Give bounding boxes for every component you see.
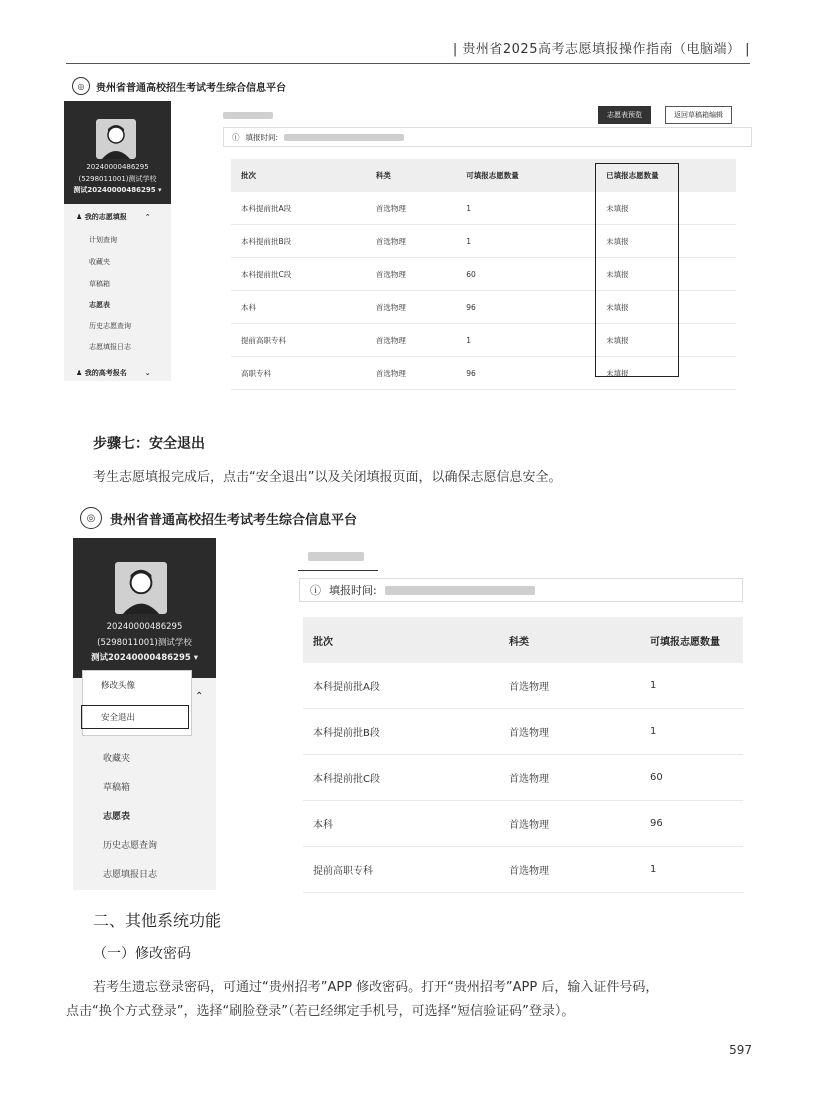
info-icon: ⓘ: [232, 132, 240, 142]
info-icon: ⓘ: [310, 584, 321, 597]
chevron-down-icon: ⌄: [144, 369, 151, 377]
table-row: [303, 801, 743, 847]
col-subject: 科类: [499, 617, 640, 663]
header-bar-right: |: [740, 42, 750, 57]
user-icon: ♟: [76, 369, 85, 377]
header-bar-left: |: [452, 42, 463, 57]
menu-footer-label: 我的高考报名: [84, 369, 127, 377]
col-batch: 批次: [231, 159, 366, 192]
sidebar-item-log[interactable]: 志愿填报日志: [89, 343, 131, 351]
sidebar-item-history[interactable]: 历史志愿查询: [89, 322, 131, 330]
chevron-up-icon: ⌃: [144, 213, 151, 221]
platform-title-1: 贵州省普通高校招生考试考生综合信息平台: [96, 82, 286, 94]
sidebar-menu: [64, 204, 171, 381]
cell: 本科: [231, 291, 366, 324]
table-row: [303, 663, 743, 709]
cell: 96: [456, 357, 596, 390]
sidebar-item-drafts[interactable]: 草稿箱: [103, 783, 131, 793]
user-name-dropdown[interactable]: 测试20240000486295 ▾: [73, 186, 162, 194]
cell: 1: [640, 847, 743, 893]
sidebar-item-favorites[interactable]: 收藏夹: [103, 754, 131, 764]
cell: 首选物理: [366, 357, 456, 390]
preview-button[interactable]: 志愿表预览: [598, 106, 651, 124]
cell: 1: [640, 663, 743, 709]
cell: 首选物理: [499, 709, 640, 755]
cell: 96: [640, 801, 743, 847]
user-icon: ♟: [76, 213, 85, 221]
change-avatar-item[interactable]: 修改头像: [101, 681, 136, 691]
table-row: [303, 847, 743, 893]
menu-header-volunteer[interactable]: [76, 212, 151, 222]
subsection-title: （一）修改密码: [93, 946, 191, 962]
cell: 本科: [303, 801, 499, 847]
table-row: [303, 709, 743, 755]
cell: 本科提前批C段: [303, 755, 499, 801]
cell: 首选物理: [366, 324, 456, 357]
cell: 首选物理: [499, 847, 640, 893]
cell: 首选物理: [499, 663, 640, 709]
blurred-tab-label: [223, 112, 273, 119]
col-filled: 已填报志愿数量: [596, 159, 736, 192]
cell: 首选物理: [366, 192, 456, 225]
blurred-fill-time: [284, 134, 404, 141]
col-available: 可填报志愿数量: [640, 617, 743, 663]
cell: 提前高职专科: [231, 324, 366, 357]
screenshot-logout: [73, 538, 743, 890]
platform-title-2: 贵州省普通高校招生考试考生综合信息平台: [110, 512, 358, 528]
back-to-draft-button[interactable]: 返回草稿箱编辑: [665, 106, 732, 124]
cell: 60: [456, 258, 596, 291]
platform-logo-icon: ◎: [72, 77, 90, 95]
cell: 未填报: [596, 225, 736, 258]
cell: 本科提前批C段: [231, 258, 366, 291]
cell: 高职专科: [231, 357, 366, 390]
tab-underline: [298, 570, 378, 571]
fill-time-label: 填报时间:: [329, 584, 377, 597]
cell: 首选物理: [366, 225, 456, 258]
filled-column-highlight: [595, 163, 679, 377]
blurred-tab-label: [308, 552, 364, 561]
cell: 1: [640, 709, 743, 755]
page-number: 597: [729, 1043, 752, 1057]
sidebar-item-plan-query[interactable]: 计划查询: [89, 236, 117, 244]
chevron-up-icon: ⌃: [195, 691, 204, 702]
sidebar-item-volunteer-table[interactable]: 志愿表: [89, 301, 110, 309]
avatar[interactable]: [115, 562, 167, 614]
running-header: [453, 38, 750, 57]
cell: 首选物理: [499, 755, 640, 801]
cell: 首选物理: [366, 258, 456, 291]
header-title: 贵州省2025高考志愿填报操作指南（电脑端）: [462, 42, 741, 57]
platform-heading-2: [80, 507, 357, 529]
cell: 60: [640, 755, 743, 801]
step7-title: 步骤七：安全退出: [93, 436, 205, 452]
sidebar-profile: [73, 538, 216, 678]
platform-logo-icon: ◎: [80, 507, 102, 529]
cell: 本科提前批B段: [231, 225, 366, 258]
cell: 未填报: [596, 192, 736, 225]
cell: 首选物理: [499, 801, 640, 847]
fill-time-label: 填报时间:: [245, 132, 279, 142]
platform-heading-1: [72, 77, 286, 95]
cell: 本科提前批A段: [303, 663, 499, 709]
cell: 未填报: [596, 291, 736, 324]
blurred-fill-time: [385, 586, 535, 595]
sidebar-item-favorites[interactable]: 收藏夹: [89, 258, 110, 266]
cell: 1: [456, 225, 596, 258]
cell: 提前高职专科: [303, 847, 499, 893]
volunteer-table: [303, 617, 743, 893]
cell: 本科提前批B段: [303, 709, 499, 755]
paragraph-line-2: 点击“换个方式登录”，选择“刷脸登录”（若已经绑定手机号，可选择“短信验证码”登录）。: [66, 1004, 575, 1019]
sidebar-item-drafts[interactable]: 草稿箱: [89, 280, 110, 288]
menu-header-registration[interactable]: [76, 368, 151, 378]
cell: 首选物理: [366, 291, 456, 324]
section-title: 二、其他系统功能: [93, 911, 222, 930]
avatar[interactable]: [96, 119, 136, 159]
menu-header-label: 我的志愿填报: [84, 213, 127, 221]
cell: 本科提前批A段: [231, 192, 366, 225]
fill-time-bar: [299, 578, 743, 602]
logout-highlight: [81, 705, 189, 729]
cell: 96: [456, 291, 596, 324]
user-school: (5298011001)测试学校: [97, 638, 192, 648]
user-id: 20240000486295: [86, 163, 149, 171]
col-available: 可填报志愿数量: [456, 159, 596, 192]
col-subject: 科类: [366, 159, 456, 192]
user-school: (5298011001)测试学校: [78, 175, 157, 183]
fill-time-bar: [223, 127, 752, 147]
cell: 未填报: [596, 258, 736, 291]
step7-text: 考生志愿填报完成后，点击“安全退出”以及关闭填报页面，以确保志愿信息安全。: [93, 470, 562, 485]
sidebar-item-history[interactable]: 历史志愿查询: [103, 841, 158, 851]
sidebar-item-log[interactable]: 志愿填报日志: [103, 870, 158, 880]
sidebar-item-volunteer-table[interactable]: 志愿表: [103, 812, 131, 822]
table-row: [303, 755, 743, 801]
cell: 1: [456, 324, 596, 357]
table-header-row: [303, 617, 743, 663]
cell: 未填报: [596, 324, 736, 357]
main-panel: [226, 538, 743, 890]
col-batch: 批次: [303, 617, 499, 663]
user-id: 20240000486295: [106, 622, 183, 632]
user-name-dropdown[interactable]: 测试20240000486295 ▾: [90, 653, 199, 663]
cell: 1: [456, 192, 596, 225]
header-rule: [66, 63, 750, 64]
paragraph-line-1: 若考生遗忘登录密码，可通过“贵州招考”APP 修改密码。打开“贵州招考”APP 后，输入证件号码，: [93, 980, 659, 995]
logout-item[interactable]: 安全退出: [101, 713, 136, 723]
cell: 未填报: [596, 357, 736, 390]
